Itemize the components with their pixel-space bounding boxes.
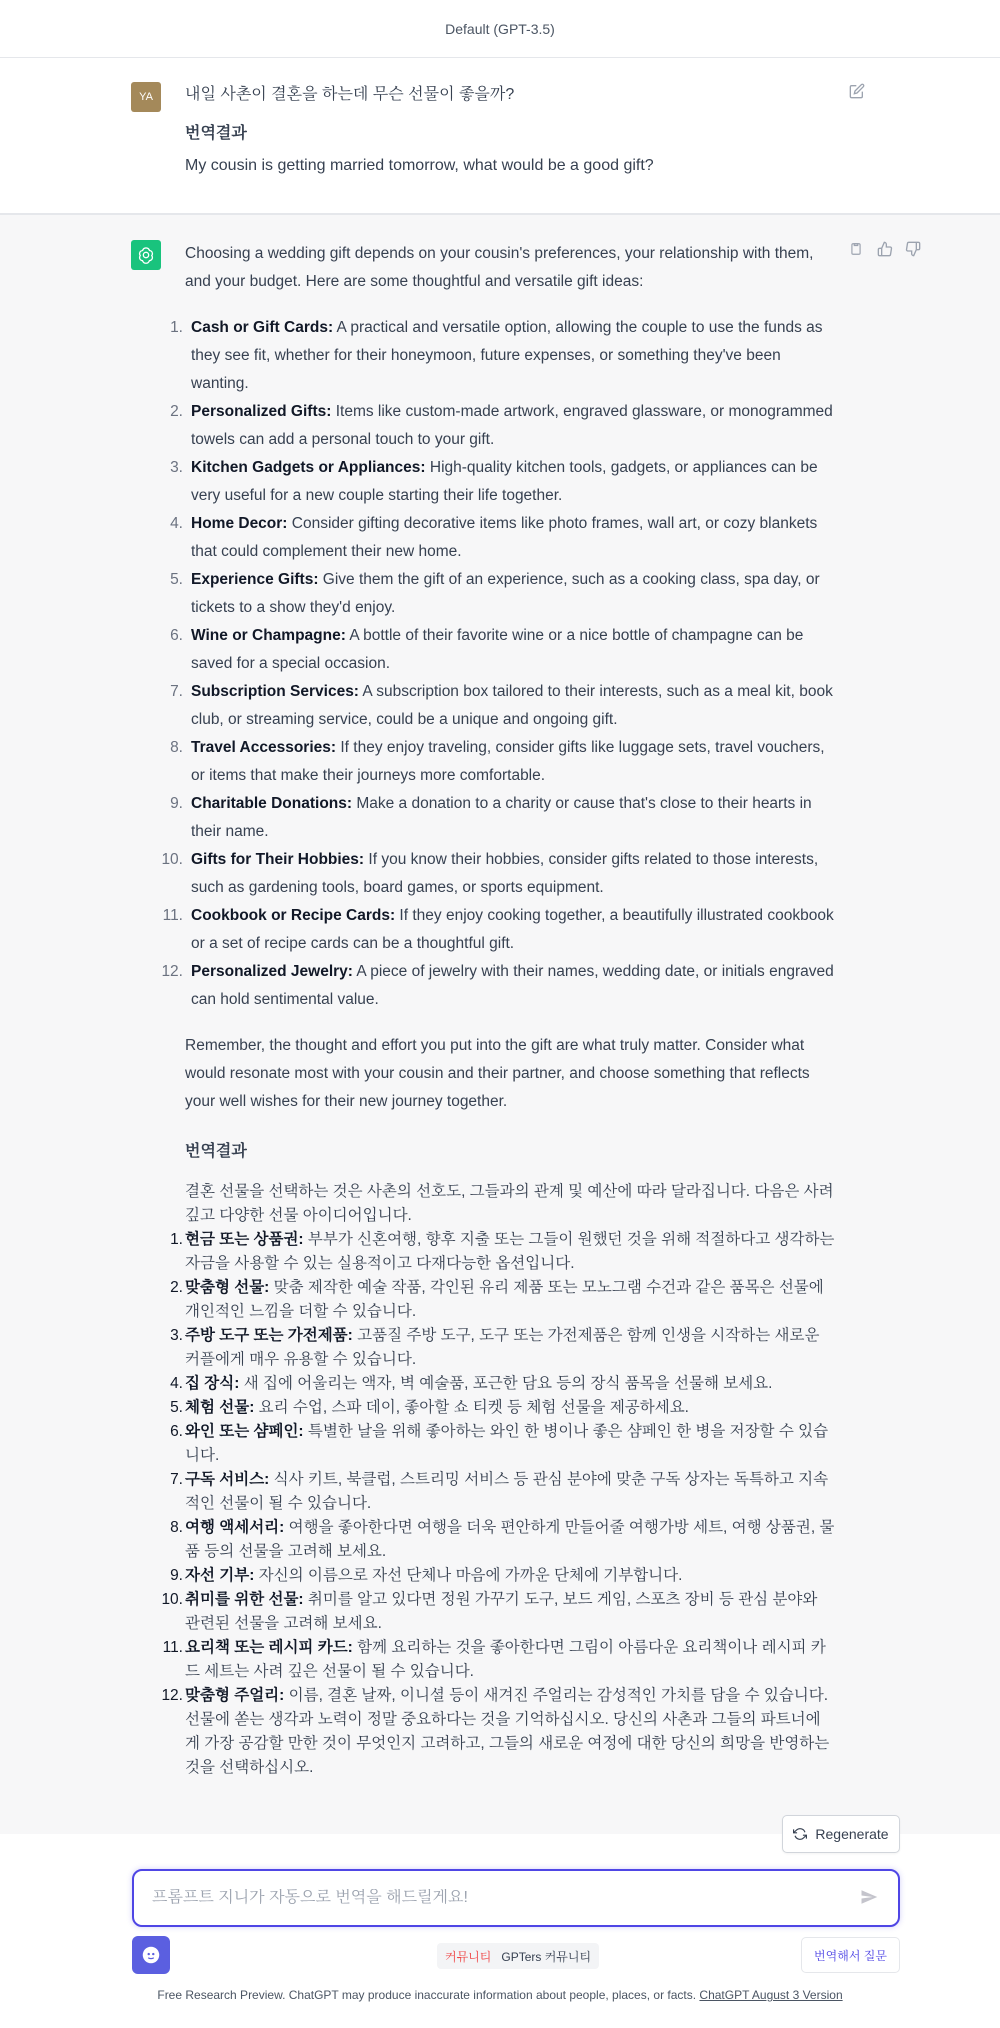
list-item: 11. 요리책 또는 레시피 카드: 함께 요리하는 것을 좋아한다면 그림이 아름다운 요리책이나 레시피 카드 세트는 사려 깊은 선물이 될 수 있습니다. (162, 1639, 826, 1680)
user-message-text: 내일 사촌이 결혼을 하는데 무슨 선물이 좋을까? (185, 86, 515, 103)
user-avatar-initials: YA (139, 91, 153, 103)
list-item: 6. 와인 또는 샴페인: 특별한 날을 위해 좋아하는 와인 한 병이나 좋은 샴페인 한 병을 저장할 수 있습니다. (170, 1423, 829, 1464)
assistant-remember: Remember, the thought and effort you put into the gift are what truly matter. Consider what would resonate most with your cousin and their partner, and choose something that reflects your well wishes for their new journey together. (185, 1037, 810, 1110)
translate-ask-button[interactable] (801, 1937, 900, 1973)
assistant-avatar (131, 240, 161, 270)
regenerate-button[interactable] (782, 1815, 900, 1853)
translate-ask-label: 번역해서 질문 (814, 1948, 887, 1963)
footer-text: Free Research Preview. ChatGPT may produce inaccurate information about people, places, or facts. (157, 1988, 700, 2002)
list-item: 5. Experience Gifts: Give them the gift of an experience, such as a cooking class, spa day, or tickets to a show they'd enjoy. (170, 571, 820, 616)
list-item: 10. 취미를 위한 선물: 취미를 알고 있다면 정원 가꾸기 도구, 보드 게임, 스포츠 장비 등 관심 분야와 관련된 선물을 고려해 보세요. (161, 1591, 818, 1632)
regenerate-label: Regenerate (815, 1826, 889, 1842)
list-item: 9. Charitable Donations: Make a donation to a charity or cause that's close to their hearts in their name. (170, 795, 812, 840)
list-item: 1. Cash or Gift Cards: A practical and versatile option, allowing the couple to use the funds as they see fit, whether for their honeymoon, future expenses, or something they've been wanting. (170, 319, 823, 392)
openai-logo-icon (136, 245, 156, 265)
list-item: 11. Cookbook or Recipe Cards: If they enjoy cooking together, a beautifully illustrated cookbook or a set of recipe cards can be a thoughtful gift. (162, 907, 834, 952)
list-item: 1. 현금 또는 상품권: 부부가 신혼여행, 향후 지출 또는 그들이 원했던 것을 위해 적절하다고 생각하는 자금을 사용할 수 있는 실용적이고 다재다능한 옵션입니다. (170, 1231, 835, 1272)
assistant-translation-heading: 번역결과 (185, 1143, 247, 1160)
list-item: 5. 체험 선물: 요리 수업, 스파 데이, 좋아할 쇼 티켓 등 체험 선물을 제공하세요. (170, 1399, 689, 1416)
refresh-icon (793, 1827, 807, 1841)
thumbs-up-icon[interactable] (877, 241, 893, 257)
list-item: 9. 자선 기부: 자신의 이름으로 자선 단체나 마음에 가까운 단체에 기부합니다. (170, 1567, 683, 1584)
list-item: 2. Personalized Gifts: Items like custom-made artwork, engraved glassware, or monogrammed towels can add a personal touch to your gift. (170, 403, 833, 448)
assistant-intro: Choosing a wedding gift depends on your cousin's preferences, your relationship with them, and your budget. Here are some thoughtful and versatile gift ideas: (185, 245, 814, 290)
list-item: 8. Travel Accessories: If they enjoy traveling, consider gifts like luggage sets, travel vouchers, or items that make their journeys more comfortable. (170, 739, 825, 784)
model-title-bar (0, 0, 1000, 58)
user-avatar (131, 82, 161, 112)
model-title: Default (GPT-3.5) (445, 20, 555, 37)
assistant-content (161, 240, 835, 1780)
list-item: 4. Home Decor: Consider gifting decorative items like photo frames, wall art, or cozy blankets that could complement their new home. (170, 515, 818, 560)
list-item: 3. Kitchen Gadgets or Appliances: High-quality kitchen tools, gadgets, or appliances can be very useful for a new couple starting their life together. (170, 459, 818, 504)
assistant-actions (849, 241, 921, 257)
version-link[interactable]: ChatGPT August 3 Version (699, 1988, 843, 2002)
list-item: 12. 맞춤형 주얼리: 이름, 결혼 날짜, 이니셜 등이 새겨진 주얼리는 감성적인 가치를 담을 수 있습니다. (161, 1687, 829, 1704)
prompt-input-box[interactable] (132, 1869, 900, 1927)
prompt-input[interactable] (152, 1889, 860, 1907)
list-item: 7. Subscription Services: A subscription box tailored to their interests, such as a meal kit, book club, or streaming service, could be a unique and ongoing gift. (170, 683, 833, 728)
list-item: 6. Wine or Champagne: A bottle of their favorite wine or a nice bottle of champagne can be saved for a special occasion. (170, 627, 804, 672)
thumbs-down-icon[interactable] (905, 241, 921, 257)
edit-icon[interactable] (849, 83, 867, 101)
genie-face-icon (140, 1944, 162, 1966)
gift-list-en (161, 314, 835, 1014)
send-icon[interactable] (860, 1888, 880, 1908)
community-link[interactable] (437, 1943, 599, 1969)
list-item: 4. 집 장식: 새 집에 어울리는 액자, 벽 예술품, 포근한 담요 등의 장식 품목을 선물해 보세요. (170, 1375, 773, 1392)
list-item: 2. 맞춤형 선물: 맞춤 제작한 예술 작품, 각인된 유리 제품 또는 모노그램 수건과 같은 품목은 선물에 개인적인 느낌을 더할 수 있습니다. (170, 1279, 824, 1320)
gpters-community-link[interactable]: GPTers 커뮤니티 (501, 1949, 592, 1964)
list-item: 8. 여행 액세서리: 여행을 좋아한다면 여행을 더욱 편안하게 만들어줄 여행가방 세트, 여행 상품권, 물품 등의 선물을 고려해 보세요. (170, 1519, 835, 1560)
copy-icon[interactable] (849, 241, 865, 257)
list-item: 3. 주방 도구 또는 가전제품: 고품질 주방 도구, 도구 또는 가전제품은 함께 인생을 시작하는 새로운 커플에게 매우 유용할 수 있습니다. (170, 1327, 820, 1368)
list-item: 7. 구독 서비스: 식사 키트, 북클럽, 스트리밍 서비스 등 관심 분야에 맞춘 구독 상자는 독특하고 지속적인 선물이 될 수 있습니다. (170, 1471, 829, 1512)
list-item: 12. Personalized Jewelry: A piece of jewelry with their names, wedding date, or initials engraved can hold sentimental value. (161, 963, 834, 1008)
footer-disclaimer (0, 1988, 1000, 2002)
user-translation-text: My cousin is getting married tomorrow, what would be a good gift? (185, 157, 654, 174)
gift-list-ko (161, 1228, 835, 1708)
assistant-ko-intro: 결혼 선물을 선택하는 것은 사촌의 선호도, 그들과의 관계 및 예산에 따라 달라집니다. 다음은 사려 깊고 다양한 선물 아이디어입니다. (185, 1183, 834, 1224)
list-item: 10. Gifts for Their Hobbies: If you know their hobbies, consider gifts related to those interests, such as gardening tools, board games, or sports equipment. (161, 851, 819, 896)
community-label: 커뮤니티 (445, 1949, 492, 1964)
user-translation-heading: 번역결과 (185, 125, 247, 142)
prompt-genie-button[interactable] (132, 1936, 170, 1974)
assistant-ko-outro: 선물에 쏟는 생각과 노력이 정말 중요하다는 것을 기억하십시오. 당신의 사촌과 그들의 파트너에게 가장 공감할 만한 것이 무엇인지 고려하고, 그들의 새로운 여정에 대한 당신의 희망을 반영하는 것을 선택하십시오. (185, 1711, 830, 1776)
